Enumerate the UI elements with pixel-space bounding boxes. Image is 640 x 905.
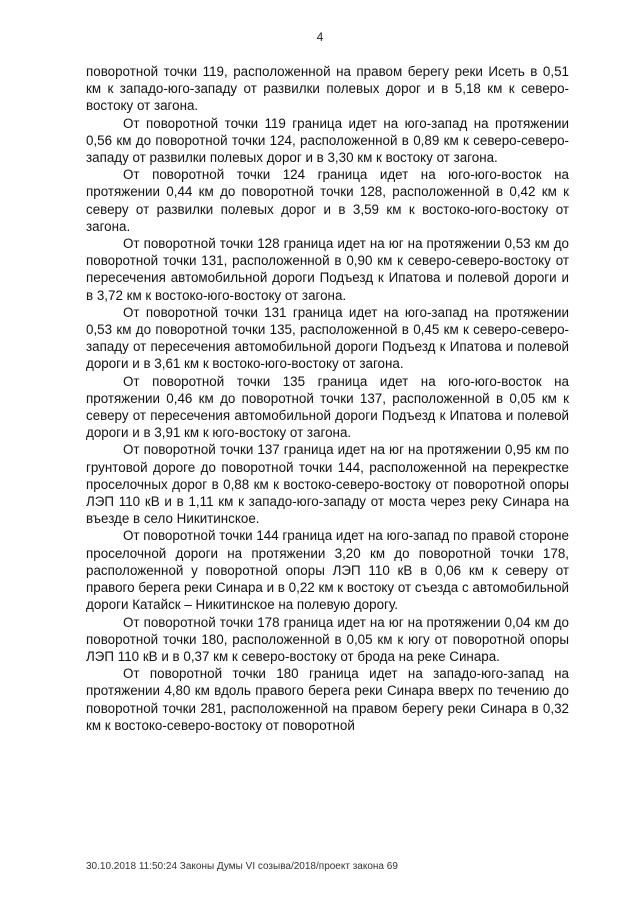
paragraph-1: поворотной точки 119, расположенной на правом берегу реки Исеть в 0,51 км к западо-юго-западу от развилки полевых дорог и в 5,18 км к северо-востоку от загона.: [86, 64, 569, 114]
paragraph-5: От поворотной точки 131 граница идет на юго-запад на протяжении 0,53 км до поворотной точки 135, расположенной в 0,45 км к северо-северо-западу от пересечения автомобильной дороги Подъезд к Ипатова и полевой дороги и в 3,61 км к востоко-юго-востоку от загона.: [86, 304, 569, 372]
paragraph-10: От поворотной точки 180 граница идет на западо-юго-запад на протяжении 4,80 км вдоль правого берега реки Синара вверх по течению до поворотной точки 281, расположенной на правом берегу реки Синара в 0,32 км к востоко-северо-востоку от поворотной: [86, 666, 569, 733]
document-body: [86, 63, 569, 734]
paragraph-7: От поворотной точки 137 граница идет на юг на протяжении 0,95 км по грунтовой дороге до поворотной точки 144, расположенной на перекрестке проселочных дорог в 0,88 км к востоко-северо-востоку от поворотной опоры ЛЭП 110 кВ и в 1,11 км к западо-юго-западу от моста через реку Синара на въезде в село Никитинское.: [86, 442, 569, 527]
page-number: 4: [316, 30, 324, 44]
paragraph-3: От поворотной точки 124 граница идет на юго-юго-восток на протяжении 0,44 км до поворотной точки 128, расположенной в 0,42 км к северу от развилки полевых дорог и в 3,59 км к востоко-юго-востоку от загона.: [86, 167, 569, 234]
paragraph-2: От поворотной точки 119 граница идет на юго-запад на протяжении 0,56 км до поворотной точки 124, расположенной в 0,89 км к северо-северо-западу от развилки полевых дорог и в 3,30 км к востоку от загона.: [86, 115, 569, 166]
paragraph-9: От поворотной точки 178 граница идет на юг на протяжении 0,04 км до поворотной точки 180, расположенной в 0,05 км к югу от поворотной опоры ЛЭП 110 кВ и в 0,37 км к северо-востоку от брода на реке Синара.: [86, 614, 569, 664]
page-footer: 30.10.2018 11:50:24 Законы Думы VI созыва/2018/проект закона 69: [86, 861, 398, 872]
paragraph-8: От поворотной точки 144 граница идет на юго-запад по правой стороне проселочной дороги на протяжении 3,20 км до поворотной точки 178, расположенной у поворотной опоры ЛЭП 110 кВ в 0,06 км к северу от правого берега реки Синара и в 0,22 км к востоку от съезда с автомобильной дороги Катайск – Никитинское на полевую дорогу.: [86, 528, 569, 613]
paragraph-4: От поворотной точки 128 граница идет на юг на протяжении 0,53 км до поворотной точки 131, расположенной в 0,90 км к северо-северо-востоку от пересечения автомобильной дороги Подъезд к Ипатова и полевой дороги и в 3,72 км к востоко-юго-востоку от загона.: [86, 236, 569, 303]
paragraph-6: От поворотной точки 135 граница идет на юго-юго-восток на протяжении 0,46 км до поворотной точки 137, расположенной в 0,05 км к северу от пересечения автомобильной дороги Подъезд к Ипатова и полевой дороги и в 3,91 км к юго-востоку от загона.: [86, 373, 569, 441]
